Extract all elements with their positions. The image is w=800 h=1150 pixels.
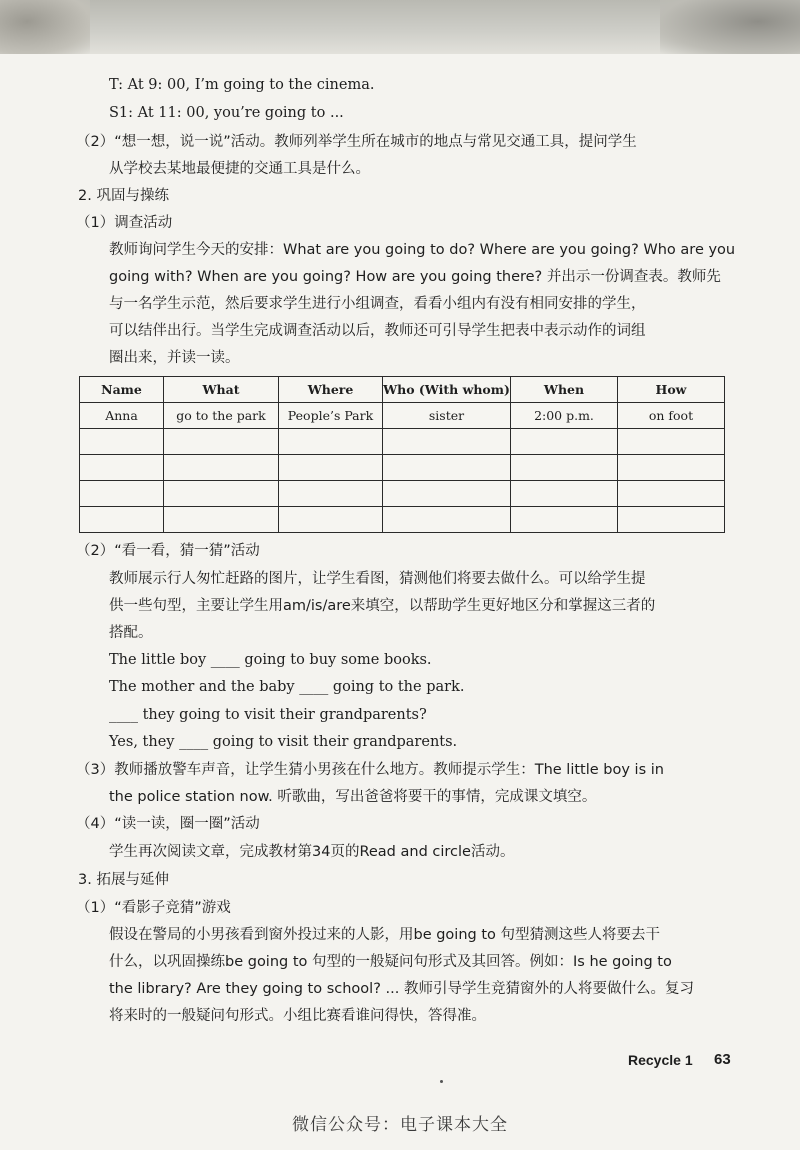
dialogue-line-teacher: T: At 9: 00, I’m going to the cinema. — [109, 77, 375, 93]
survey-paragraph-line-3: 与一名学生示范，然后要求学生进行小组调查，看看小组内有没有相同安排的学生， — [109, 296, 646, 312]
header-where: Where — [279, 377, 383, 403]
table-row-empty — [80, 507, 725, 533]
subheading-shadow-game: （1）“看影子竞猜”游戏 — [76, 900, 231, 916]
activity-think-and-say: （2）“想一想，说一说”活动。教师列举学生所在城市的地点与常见交通工具，提问学生 — [76, 134, 637, 150]
cell-who: sister — [383, 403, 511, 429]
subheading-look-and-guess: （2）“看一看，猜一猜”活动 — [76, 543, 260, 559]
section-heading-extension: 3. 拓展与延伸 — [78, 872, 169, 888]
subheading-read-and-circle: （4）“读一读，圈一圈”活动 — [76, 816, 260, 832]
cell-when: 2:00 p.m. — [511, 403, 618, 429]
example-sentence-1: The little boy ____ going to buy some books. — [109, 652, 432, 668]
activity-police-siren: （3）教师播放警车声音，让学生猜小男孩在什么地方。教师提示学生：The little boy is in — [76, 762, 664, 778]
table-row-empty — [80, 429, 725, 455]
shadow-game-line-4: 将来时的一般疑问句形式。小组比赛看谁问得快，答得准。 — [109, 1008, 486, 1024]
activity-police-siren-cont: the police station now. 听歌曲，写出爸爸将要干的事情，完成课文填空。 — [109, 789, 597, 805]
survey-table — [79, 376, 724, 528]
table-row-empty — [80, 481, 725, 507]
survey-paragraph-line-1: 教师询问学生今天的安排：What are you going to do? Where are you going? Who are you — [109, 242, 736, 258]
cell-what: go to the park — [164, 403, 279, 429]
top-right-image-fragment — [660, 0, 800, 54]
subheading-survey: （1）调查活动 — [76, 215, 173, 231]
header-who: Who (With whom) — [383, 377, 511, 403]
survey-paragraph-line-5: 圈出来，并读一读。 — [109, 350, 240, 366]
header-what: What — [164, 377, 279, 403]
survey-paragraph-line-4: 可以结伴出行。当学生完成调查活动以后，教师还可引导学生把表中表示动作的词组 — [109, 323, 646, 339]
section-heading-consolidate: 2. 巩固与操练 — [78, 188, 169, 204]
cell-name: Anna — [80, 403, 164, 429]
guess-paragraph-line-1: 教师展示行人匆忙赶路的图片，让学生看图，猜测他们将要去做什么。可以给学生提 — [109, 571, 646, 587]
example-sentence-4: Yes, they ____ going to visit their grandparents. — [109, 734, 458, 750]
top-photo-strip — [0, 0, 800, 54]
example-sentence-2: The mother and the baby ____ going to the park. — [109, 679, 465, 695]
activity-think-and-say-cont: 从学校去某地最便捷的交通工具是什么。 — [109, 161, 370, 177]
guess-paragraph-line-2: 供一些句型，主要让学生用am/is/are来填空，以帮助学生更好地区分和掌握这三者的 — [109, 598, 656, 614]
page-number: 63 — [714, 1051, 731, 1068]
print-speck — [440, 1080, 443, 1083]
dialogue-line-student: S1: At 11: 00, you’re going to ... — [109, 105, 344, 121]
cell-how: on foot — [618, 403, 725, 429]
example-sentence-3: ____ they going to visit their grandparents? — [109, 707, 427, 723]
header-when: When — [511, 377, 618, 403]
header-how: How — [618, 377, 725, 403]
footer-unit-label: Recycle 1 — [628, 1052, 693, 1068]
shadow-game-line-1: 假设在警局的小男孩看到窗外投过来的人影，用be going to 句型猜测这些人将要去干 — [109, 927, 661, 943]
table-row-empty — [80, 455, 725, 481]
table-row — [80, 403, 725, 429]
survey-paragraph-line-2: going with? When are you going? How are you going there? 并出示一份调查表。教师先 — [109, 269, 721, 285]
header-name: Name — [80, 377, 164, 403]
cell-where: People’s Park — [279, 403, 383, 429]
shadow-game-line-3: the library? Are they going to school? ... 教师引导学生竞猜窗外的人将要做什么。复习 — [109, 981, 694, 997]
top-left-image-fragment — [0, 0, 90, 54]
table-header-row — [80, 377, 725, 403]
shadow-game-line-2: 什么，以巩固操练be going to 句型的一般疑问句形式及其回答。例如：Is he going to — [109, 954, 672, 970]
guess-paragraph-line-3: 搭配。 — [109, 625, 153, 641]
read-and-circle-paragraph: 学生再次阅读文章，完成教材第34页的Read and circle活动。 — [109, 844, 515, 860]
watermark-text: 微信公众号：电子课本大全 — [292, 1115, 508, 1135]
